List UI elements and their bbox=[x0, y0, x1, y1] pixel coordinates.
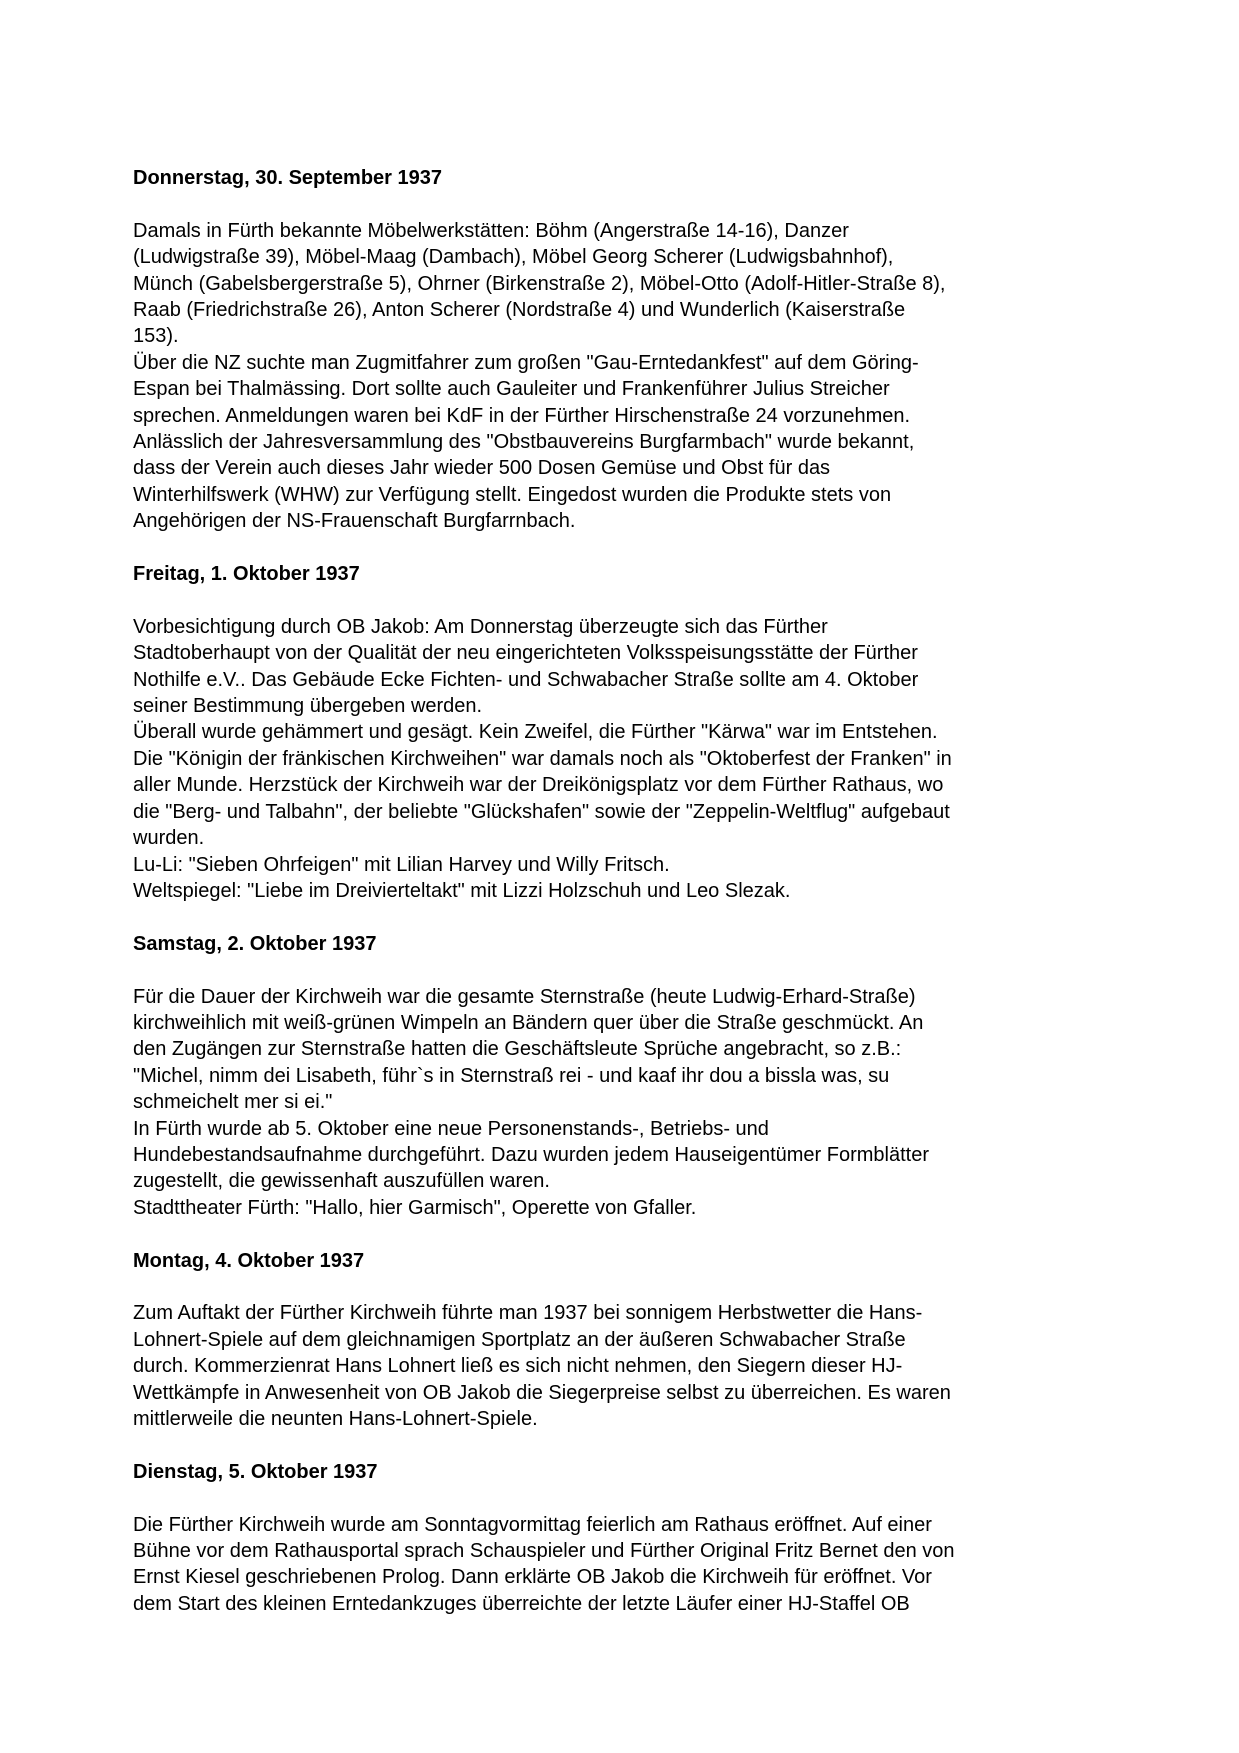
text-line: Ernst Kiesel geschriebenen Prolog. Dann erklärte OB Jakob die Kirchweih für eröffnet. Vor bbox=[133, 1566, 932, 1589]
text-line: 153). bbox=[133, 325, 179, 348]
date-heading: Donnerstag, 30. September 1937 bbox=[133, 167, 443, 189]
text-line: sprechen. Anmeldungen waren bei KdF in der Fürther Hirschenstraße 24 vorzunehmen. bbox=[133, 404, 911, 427]
section-donnerstag-30-september-1937 bbox=[133, 165, 1199, 535]
text-line: durch. Kommerzienrat Hans Lohnert ließ es sich nicht nehmen, den Siegern dieser HJ- bbox=[133, 1355, 903, 1378]
text-line: Raab (Friedrichstraße 26), Anton Scherer (Nordstraße 4) und Wunderlich (Kaiserstraße bbox=[133, 299, 906, 322]
section-montag-4-oktober-1937 bbox=[133, 1248, 1199, 1433]
text-line: "Michel, nimm dei Lisabeth, führ`s in Sternstraß rei - und kaaf ihr dou a bissla was, su bbox=[133, 1064, 890, 1087]
text-line: In Fürth wurde ab 5. Oktober eine neue Personenstands-, Betriebs- und bbox=[133, 1117, 769, 1140]
text-line: Espan bei Thalmässing. Dort sollte auch Gauleiter und Frankenführer Julius Streicher bbox=[133, 378, 890, 401]
text-line: Lohnert-Spiele auf dem gleichnamigen Sportplatz an der äußeren Schwabacher Straße bbox=[133, 1328, 906, 1351]
text-line: dass der Verein auch dieses Jahr wieder 500 Dosen Gemüse und Obst für das bbox=[133, 457, 831, 480]
text-line: Überall wurde gehämmert und gesägt. Kein Zweifel, die Fürther "Kärwa" war im Entstehen. bbox=[133, 721, 938, 744]
text-line: Nothilfe e.V.. Das Gebäude Ecke Fichten- und Schwabacher Straße sollte am 4. Oktober bbox=[133, 668, 919, 691]
text-line: Die "Königin der fränkischen Kirchweihen" war damals noch als "Oktoberfest der Franken" in bbox=[133, 747, 952, 770]
date-heading: Freitag, 1. Oktober 1937 bbox=[133, 563, 360, 586]
date-heading: Montag, 4. Oktober 1937 bbox=[133, 1249, 365, 1272]
section-samstag-2-oktober-1937 bbox=[133, 931, 1199, 1221]
section-paragraph bbox=[133, 1300, 1199, 1432]
text-line: die "Berg- und Talbahn", der beliebte "Glückshafen" sowie der "Zeppelin-Weltflug" aufgebaut bbox=[133, 800, 950, 823]
text-line: Die Fürther Kirchweih wurde am Sonntagvormittag feierlich am Rathaus eröffnet. Auf einer bbox=[133, 1513, 932, 1536]
text-line: Für die Dauer der Kirchweih war die gesamte Sternstraße (heute Ludwig-Erhard-Straße) bbox=[133, 985, 916, 1008]
text-line: den Zugängen zur Sternstraße hatten die Geschäftsleute Sprüche angebracht, so z.B.: bbox=[133, 1038, 902, 1061]
section-dienstag-5-oktober-1937 bbox=[133, 1459, 1199, 1617]
text-line: aller Munde. Herzstück der Kirchweih war der Dreikönigsplatz vor dem Fürther Rathaus, wo bbox=[133, 774, 944, 797]
text-line: Anlässlich der Jahresversammlung des "Obstbauvereins Burgfarmbach" wurde bekannt, bbox=[133, 431, 915, 454]
text-line: Lu-Li: "Sieben Ohrfeigen" mit Lilian Harvey und Willy Fritsch. bbox=[133, 853, 670, 876]
text-line: zugestellt, die gewissenhaft auszufüllen waren. bbox=[133, 1170, 550, 1193]
text-line: wurden. bbox=[133, 827, 205, 850]
text-line: Münch (Gabelsbergerstraße 5), Ohrner (Birkenstraße 2), Möbel-Otto (Adolf-Hitler-Straße 8), bbox=[133, 272, 946, 295]
text-line: Hundebestandsaufnahme durchgeführt. Dazu wurden jedem Hauseigentümer Formblätter bbox=[133, 1143, 930, 1166]
text-line: Bühne vor dem Rathausportal sprach Schauspieler und Fürther Original Fritz Bernet den von bbox=[133, 1539, 955, 1562]
text-line: kirchweihlich mit weiß-grünen Wimpeln an Bändern quer über die Straße geschmückt. An bbox=[133, 1011, 924, 1034]
text-line: Stadtoberhaupt von der Qualität der neu eingerichteten Volksspeisungsstätte der Fürther bbox=[133, 642, 918, 665]
date-heading: Samstag, 2. Oktober 1937 bbox=[133, 932, 377, 955]
section-paragraph bbox=[133, 218, 1199, 535]
text-line: Angehörigen der NS-Frauenschaft Burgfarrnbach. bbox=[133, 510, 576, 533]
text-line: (Ludwigstraße 39), Möbel-Maag (Dambach), Möbel Georg Scherer (Ludwigsbahnhof), bbox=[133, 246, 894, 269]
date-heading: Dienstag, 5. Oktober 1937 bbox=[133, 1460, 378, 1483]
text-line: Zum Auftakt der Fürther Kirchweih führte man 1937 bei sonnigem Herbstwetter die Hans- bbox=[133, 1302, 923, 1325]
section-paragraph bbox=[133, 614, 1199, 904]
section-paragraph bbox=[133, 1512, 1199, 1618]
text-line: dem Start des kleinen Erntedankzuges überreichte der letzte Läufer einer HJ-Staffel OB bbox=[133, 1592, 910, 1615]
text-line: Winterhilfswerk (WHW) zur Verfügung stellt. Eingedost wurden die Produkte stets von bbox=[133, 483, 892, 506]
text-line: Wettkämpfe in Anwesenheit von OB Jakob die Siegerpreise selbst zu überreichen. Es waren bbox=[133, 1381, 951, 1404]
text-line: schmeichelt mer si ei." bbox=[133, 1091, 333, 1114]
text-line: Weltspiegel: "Liebe im Dreivierteltakt" mit Lizzi Holzschuh und Leo Slezak. bbox=[133, 879, 791, 902]
text-line: mittlerweile die neunten Hans-Lohnert-Spiele. bbox=[133, 1407, 538, 1430]
text-line: Über die NZ suchte man Zugmitfahrer zum großen "Gau-Erntedankfest" auf dem Göring- bbox=[133, 351, 919, 374]
text-line: seiner Bestimmung übergeben werden. bbox=[133, 695, 483, 718]
text-line: Damals in Fürth bekannte Möbelwerkstätten: Böhm (Angerstraße 14-16), Danzer bbox=[133, 219, 849, 242]
section-freitag-1-oktober-1937 bbox=[133, 561, 1199, 904]
section-paragraph bbox=[133, 984, 1199, 1222]
text-line: Stadttheater Fürth: "Hallo, hier Garmisch", Operette von Gfaller. bbox=[133, 1196, 697, 1219]
text-line: Vorbesichtigung durch OB Jakob: Am Donnerstag überzeugte sich das Fürther bbox=[133, 615, 828, 638]
